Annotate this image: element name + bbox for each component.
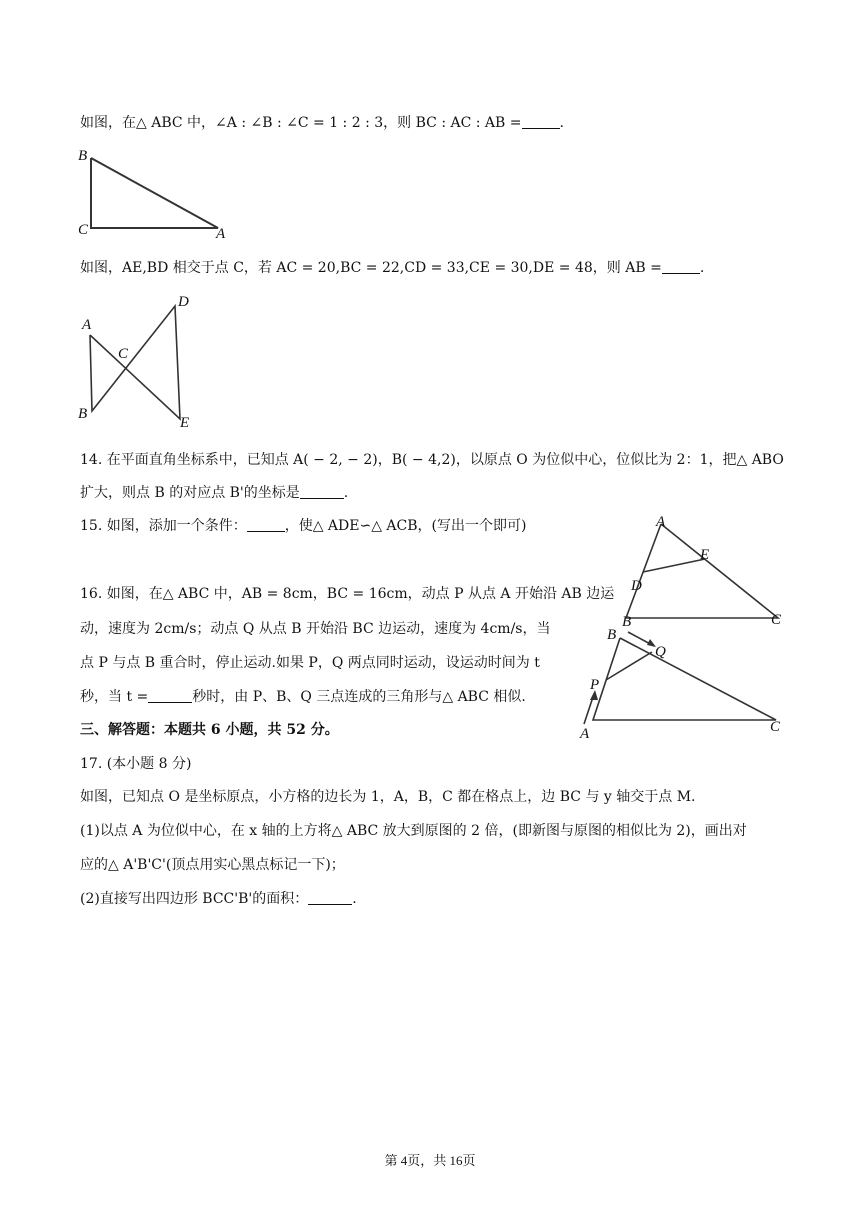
- fig15-label-d: D: [631, 578, 642, 594]
- answer-blank-14[interactable]: [300, 484, 344, 499]
- fig16-label-b: B: [607, 627, 617, 643]
- question-17-head: 17. (本小题 8 分): [80, 756, 192, 772]
- fig16-label-c: C: [770, 719, 781, 735]
- question-14-end: .: [343, 485, 349, 501]
- fig12-label-c: C: [78, 222, 89, 238]
- fig15-label-b: B: [622, 614, 632, 630]
- fig12-label-b: B: [78, 148, 88, 164]
- question-13-text: 如图，AE,BD 相交于点 C，若 AC = 20,BC = 22,CD = 33,CE = 30,DE = 48，则 AB =: [80, 260, 662, 276]
- fig15-label-a: A: [656, 514, 666, 530]
- question-16-line-1: 16. 如图，在△ ABC 中，AB = 8cm，BC = 16cm，动点 P 从点 A 开始沿 AB 边运: [80, 586, 615, 602]
- page-footer: 第 4页，共 16页: [384, 1153, 476, 1168]
- fig13-label-a: A: [82, 317, 92, 333]
- fig16-label-q: Q: [655, 644, 666, 660]
- fig15-label-c: C: [771, 612, 782, 628]
- question-12-end: .: [559, 115, 564, 131]
- question-12: [80, 113, 564, 133]
- question-16-post: 秒时，由 P、B、Q 三点连成的三角形与△ ABC 相似.: [192, 689, 526, 705]
- figure-15-triangle: [616, 512, 786, 632]
- fig12-label-a: A: [216, 226, 226, 242]
- question-14-line-2: [80, 483, 348, 503]
- question-13: [80, 258, 704, 278]
- question-17-end: .: [352, 891, 357, 907]
- fig13-label-b: B: [78, 406, 88, 422]
- question-15-pre: 15. 如图，添加一个条件：: [80, 518, 247, 534]
- fig15-label-e: E: [700, 547, 710, 563]
- question-17-line-4: [80, 889, 357, 909]
- question-15-post: ，使△ ADE∽△ ACB，(写出一个即可): [284, 518, 527, 534]
- fig16-label-p: P: [590, 677, 600, 693]
- answer-blank-12[interactable]: [522, 114, 560, 129]
- question-13-end: .: [699, 260, 705, 276]
- question-16-line-3: 点 P 与点 B 重合时，停止运动.如果 P，Q 两点同时运动，设运动时间为 t: [80, 655, 540, 671]
- question-16-pre: 秒，当 t =: [80, 689, 149, 705]
- answer-blank-13[interactable]: [662, 259, 700, 274]
- question-14-line-1: 14. 在平面直角坐标系中，已知点 A( − 2, − 2)，B( − 4,2)，以原点 O 为位似中心，位似比为 2：1，把△ ABO: [80, 452, 784, 468]
- fig16-label-a: A: [580, 726, 590, 742]
- question-12-text: 如图，在△ ABC 中，∠A : ∠B : ∠C = 1 : 2 : 3，则 BC : AC : AB =: [80, 115, 522, 131]
- fig13-label-d: D: [178, 294, 189, 310]
- question-17-line-1: 如图，已知点 O 是坐标原点，小方格的边长为 1，A，B，C 都在格点上，边 BC 与 y 轴交于点 M.: [80, 789, 696, 805]
- question-17-line-3: 应的△ A'B'C'(顶点用实心黑点标记一下)；: [80, 857, 345, 873]
- question-14-text: 扩大，则点 B 的对应点 B'的坐标是: [80, 485, 300, 501]
- fig13-label-e: E: [180, 415, 190, 431]
- question-17-line-2: (1)以点 A 为位似中心，在 x 轴的上方将△ ABC 放大到原图的 2 倍，(即新图与原图的相似比为 2)，画出对: [80, 823, 747, 839]
- question-16-line-4: [80, 687, 526, 707]
- figure-13-bowtie: [74, 292, 204, 432]
- figure-12-triangle: [78, 146, 238, 241]
- question-17-pre: (2)直接写出四边形 BCC'B'的面积：: [80, 891, 309, 907]
- question-15: [80, 516, 526, 536]
- answer-blank-15[interactable]: [247, 517, 285, 532]
- answer-blank-16[interactable]: [148, 688, 192, 703]
- question-16-line-2: 动，速度为 2cm/s；动点 Q 从点 B 开始沿 BC 边运动，速度为 4cm/s，当: [80, 621, 551, 637]
- answer-blank-17[interactable]: [308, 890, 352, 905]
- figure-16-triangle: [576, 624, 796, 742]
- section-heading-3: 三、解答题：本题共 6 小题，共 52 分。: [80, 722, 339, 738]
- fig13-label-c: C: [118, 346, 129, 362]
